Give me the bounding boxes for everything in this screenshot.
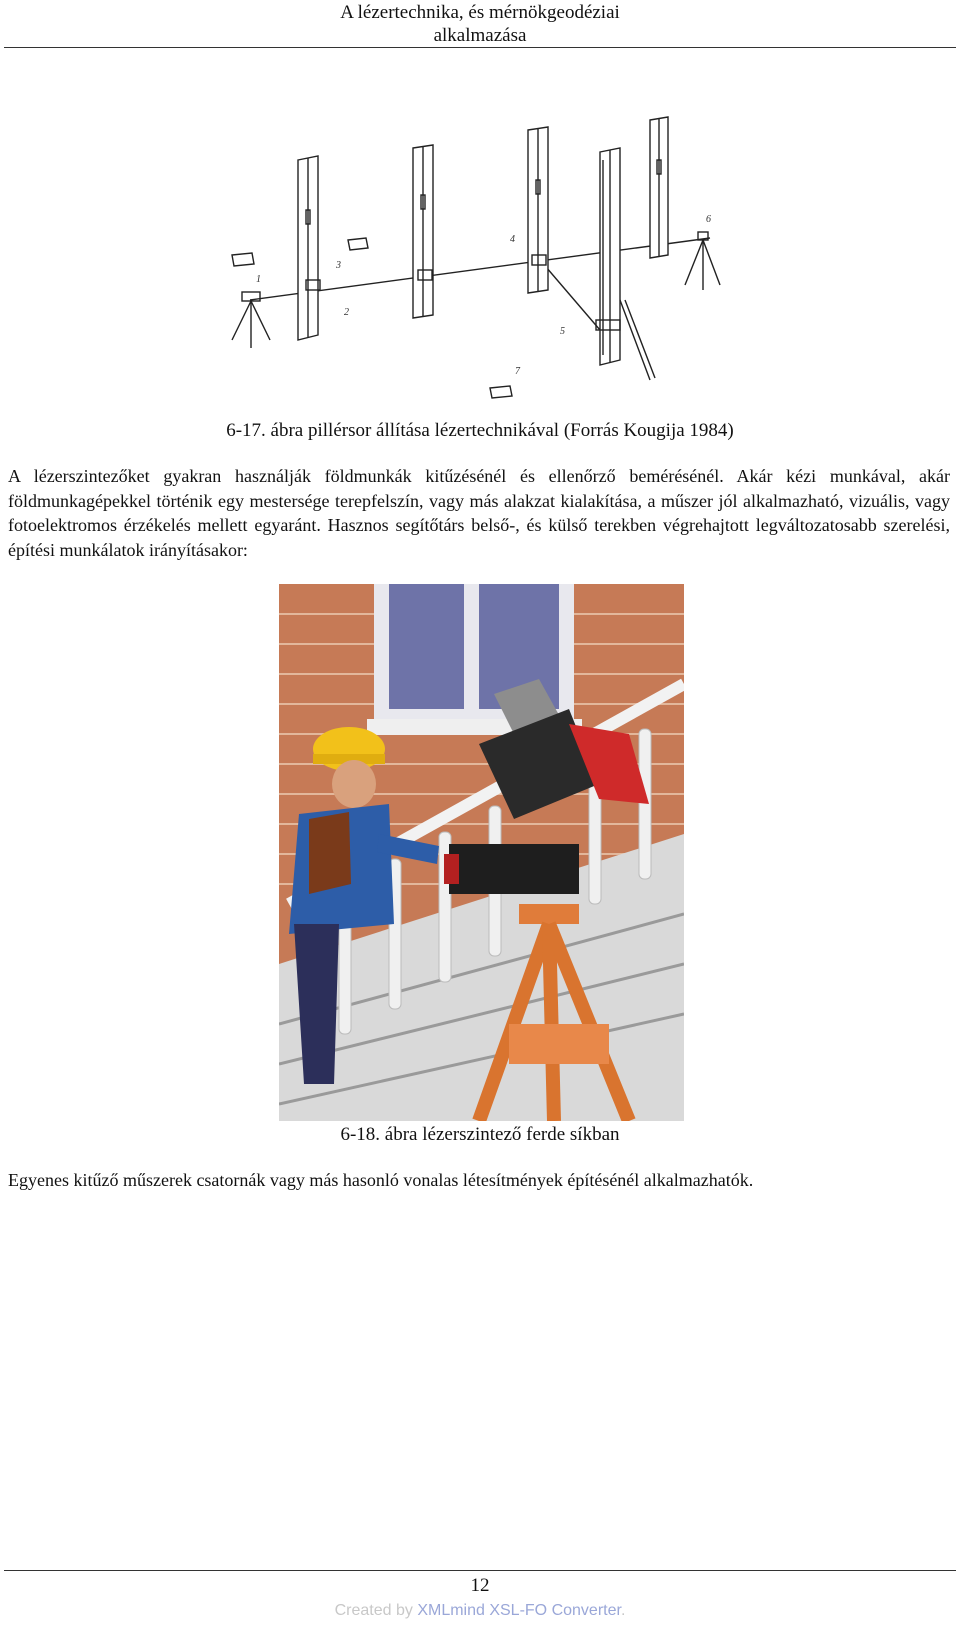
- created-by-prefix: Created by: [334, 1602, 418, 1619]
- laser-level-photo: [279, 584, 684, 1121]
- page-header: [4, 0, 956, 48]
- page-number: 12: [470, 1575, 490, 1596]
- pillar-2: [413, 145, 433, 318]
- created-by-suffix: .: [620, 1602, 626, 1619]
- created-by-note: [0, 1602, 960, 1620]
- diagram-label-6: 6: [706, 214, 711, 225]
- laser-tripod-left: [232, 292, 270, 348]
- pillar-1: [298, 156, 320, 340]
- diagram-label-2: 2: [344, 307, 349, 318]
- header-title-line2: alkalmazása: [433, 25, 527, 46]
- laser-beam-line: [250, 238, 710, 300]
- diagram-label-4: 4: [510, 234, 515, 245]
- body-paragraph-2: Egyenes kitűző műszerek csatornák vagy más hasonló vonalas létesítmények építésénél alkalmazhatók.: [8, 1170, 754, 1190]
- pillar-row-diagram: [210, 90, 750, 410]
- diagram-label-7: 7: [515, 366, 520, 377]
- diagram-label-5: 5: [560, 326, 565, 337]
- diagram-label-1: 1: [256, 274, 261, 285]
- figure-caption-6-18: 6-18. ábra lézerszintező ferde síkban: [340, 1124, 620, 1145]
- figure-caption-6-17: 6-17. ábra pillérsor állítása lézertechnikával (Forrás Kougija 1984): [226, 420, 734, 441]
- header-title-line1: A lézertechnika, és mérnökgeodéziai: [340, 2, 620, 23]
- pillar-4: [596, 148, 655, 380]
- body-paragraph-1: A lézerszintezőket gyakran használják földmunkák kitűzésénél és ellenőrző bemérésénél. Akár kézi munkával, akár földmunkagépekkel történik egy mestersége terepfelszín, vagy más alakzat kialakítása, a műszer jól alkalmazható, vizuális, vagy fotoelektromos érzékelés mellett egyaránt. Hasznos segítőtárs belső-, és külső terekben végrehajtott legváltozatosabb szerelési, építési munkálatok irányításakor:: [8, 466, 950, 560]
- footer-divider: [4, 1570, 956, 1571]
- pillar-5: [650, 117, 668, 258]
- converter-brand-link[interactable]: XMLmind XSL-FO Converter: [417, 1602, 621, 1619]
- diagram-label-3: 3: [336, 260, 341, 271]
- pillar-3: [528, 127, 548, 293]
